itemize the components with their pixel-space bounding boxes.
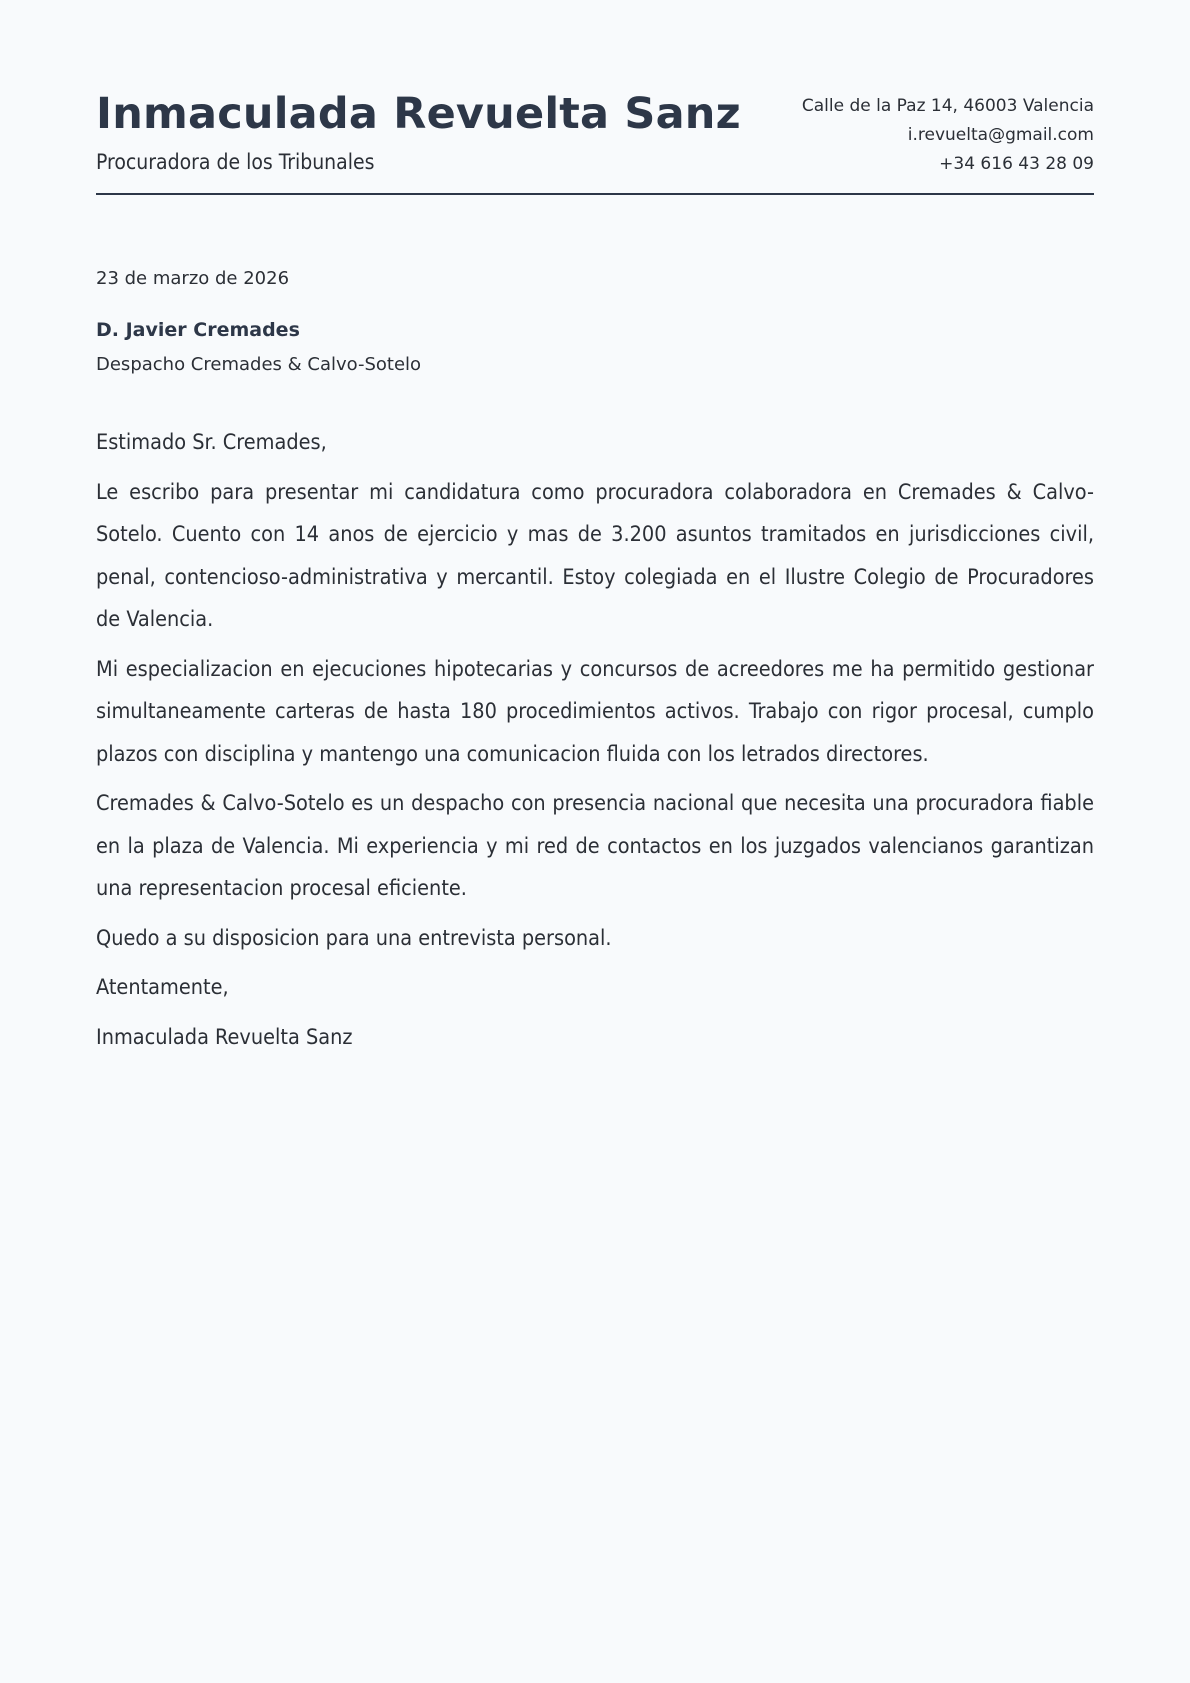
sender-contact [802,92,1094,179]
paragraph-specialization: Mi especializacion en ejecuciones hipotecarias y concursos de acreedores me ha permitido gestionar simultaneamente carteras de hasta 180 procedimientos activos. Trabajo con rigor procesal, cumplo plazos con disciplina y mantengo una comunicacion fluida con los letrados directores. [96,656,1094,767]
sender-email: i.revuelta@gmail.com [907,125,1094,145]
salutation: Estimado Sr. Cremades, [96,430,327,455]
letter-date: 23 de marzo de 2026 [96,268,290,289]
closing: Atentamente, [96,975,229,1000]
paragraph-availability: Quedo a su disposicion para una entrevista personal. [96,925,612,951]
header-divider [96,193,1094,195]
sender-name: Inmaculada Revuelta Sanz [96,89,741,139]
recipient-name: D. Javier Cremades [96,319,300,341]
letter-page [96,0,1094,1050]
letter-body [96,422,1094,1066]
sender-phone: +34 616 43 28 09 [939,154,1094,174]
recipient-firm: Despacho Cremades & Calvo-Sotelo [96,354,422,375]
sender-address: Calle de la Paz 14, 46003 Valencia [801,96,1094,116]
letter-header [96,0,1094,195]
sender-role: Procuradora de los Tribunales [96,150,375,174]
signature: Inmaculada Revuelta Sanz [96,1024,353,1050]
paragraph-intro: Le escribo para presentar mi candidatura como procuradora colaboradora en Cremades & Calvo-Sotelo. Cuento con 14 anos de ejercicio y mas de 3.200 asuntos tramitados en jurisdicciones civil, penal, contencioso-administrativa y mercantil. Estoy colegiada en el Ilustre Colegio de Procuradores de Valencia. [96,479,1094,632]
paragraph-firm-fit: Cremades & Calvo-Sotelo es un despacho con presencia nacional que necesita una procuradora fiable en la plaza de Valencia. Mi experiencia y mi red de contactos en los juzgados valencianos garantizan una representacion procesal eficiente. [96,791,1094,901]
signature-block [96,967,1094,1059]
